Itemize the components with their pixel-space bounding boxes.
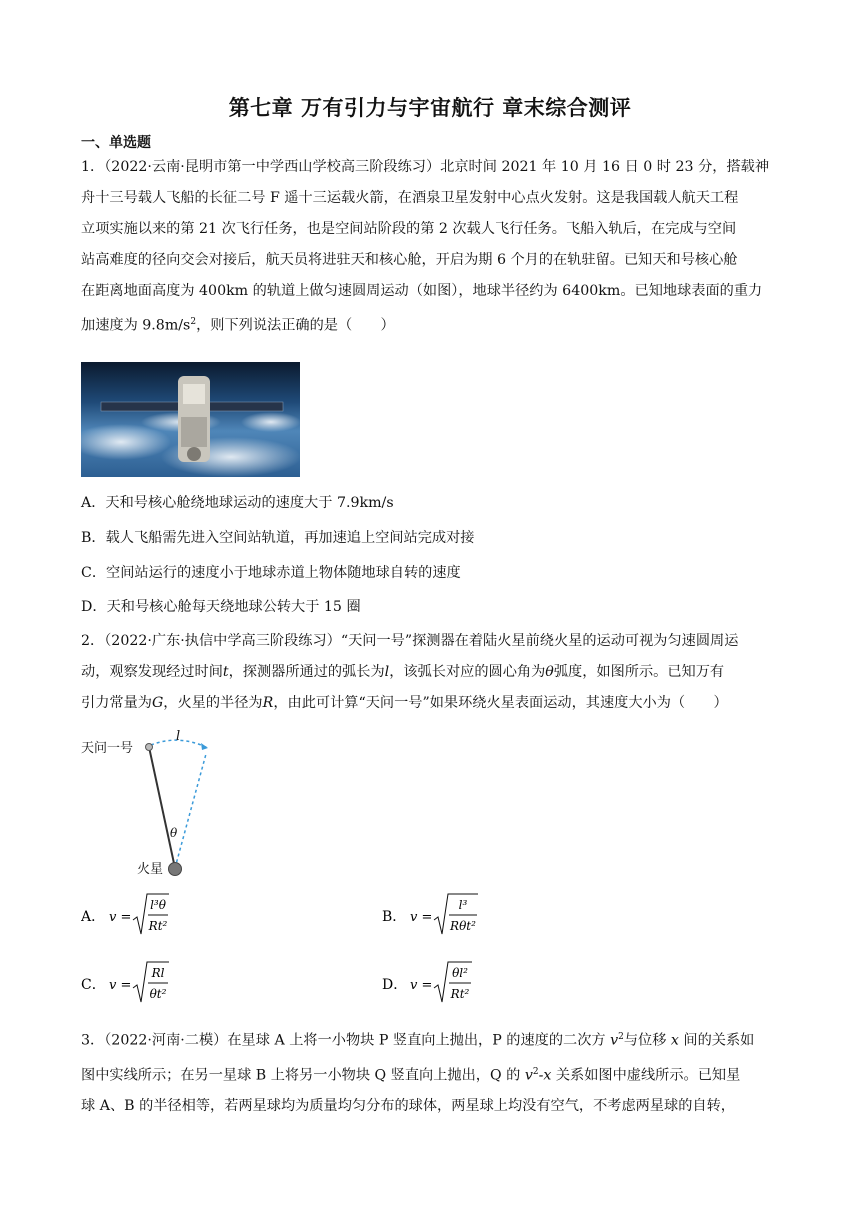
q3-line: 球 A、B 的半径相等，若两星球均为质量均匀分布的球体，两星球上均没有空气，不考虑两星球的自转， [81, 1098, 735, 1115]
svg-text:Rt²: Rt² [450, 987, 470, 1001]
svg-text:v =: v = [410, 910, 433, 925]
q1-option-b: B．载人飞船需先进入空间站轨道，再加速追上空间站完成对接 [81, 530, 475, 546]
q1-option-c: C．空间站运行的速度小于地球赤道上物体随地球自转的速度 [81, 565, 461, 581]
svg-text:Rl: Rl [151, 966, 165, 980]
planet-label: 火星 [137, 862, 164, 877]
svg-text:A．: A． [81, 909, 106, 925]
probe-label: 天问一号 [81, 741, 134, 756]
arc-label: l [176, 730, 181, 744]
q3-line: 3．（2022·河南·二模）在星球 A 上将一小物块 P 竖直向上抛出，P 的速度的二次方 $v^2$与位移 x 间的关系如 [81, 1032, 755, 1049]
q1-line: 在距离地面高度为 400km 的轨道上做匀速圆周运动（如图），地球半径约为 6400km。已知地球表面的重力 [81, 283, 763, 299]
q2-line: 引力常量为G，火星的半径为R，由此可计算“天问一号”如果环绕火星表面运动，其速度大小为（ ） [81, 695, 728, 711]
q1-line: 舟十三号载人飞船的长征二号 F 遥十三运载火箭，在酒泉卫星发射中心点火发射。这是我国载人航天工程 [81, 190, 739, 206]
svg-text:v =: v = [109, 910, 132, 925]
q1-option-a: A．天和号核心舱绕地球运动的速度大于 7.9km/s [81, 495, 394, 511]
orbit-diagram [81, 730, 221, 880]
svg-text:D．: D． [382, 977, 408, 993]
q1-line: 站高难度的径向交会对接后，航天员将进驻天和核心舱，开启为期 6 个月的在轨驻留。已知天和号核心舱 [81, 252, 738, 268]
q1-option-d: D．天和号核心舱每天绕地球公转大于 15 圈 [81, 599, 361, 615]
page-title: 第七章 万有引力与宇宙航行 章末综合测评 [228, 96, 632, 120]
section-heading: 一、单选题 [81, 135, 151, 151]
q1-line: 1．（2022·云南·昆明市第一中学西山学校高三阶段练习）北京时间 2021 年 10 月 16 日 0 时 23 分，搭载神 [81, 159, 770, 175]
svg-text:v =: v = [410, 978, 433, 993]
q3-line: 图中实线所示；在另一星球 B 上将另一小物块 Q 竖直向上抛出，Q 的 $v^2-x$ 关系如图中虚线所示。已知星 [81, 1066, 741, 1084]
question-2-text [81, 626, 781, 719]
space-station-photo [81, 362, 300, 477]
svg-text:B．: B． [382, 909, 407, 925]
question-1-text [81, 152, 781, 342]
q2-line: 2．（2022·广东·执信中学高三阶段练习）“天问一号”探测器在着陆火星前绕火星的运动可视为匀速圆周运 [81, 633, 739, 649]
svg-text:θt²: θt² [149, 987, 167, 1001]
q2-option-a [81, 890, 221, 944]
angle-label: θ [170, 826, 178, 840]
svg-text:θl²: θl² [452, 966, 468, 980]
q1-line: 加速度为 $9.8m/s^2$，则下列说法正确的是（ ） [81, 317, 395, 334]
q2-line: 动，观察发现经过时间t，探测器所通过的弧长为l，该弧长对应的圆心角为θ弧度，如图所示。已知万有 [81, 664, 725, 680]
q2-option-b [382, 890, 532, 944]
svg-text:Rθt²: Rθt² [450, 919, 476, 933]
q1-line: 立项实施以来的第 21 次飞行任务，也是空间站阶段的第 2 次载人飞行任务。飞船入轨后，在完成与空间 [81, 221, 737, 237]
svg-text:v =: v = [109, 978, 132, 993]
q2-option-d [382, 958, 532, 1012]
question-3-text [81, 1022, 781, 1122]
svg-text:l³: l³ [458, 898, 468, 912]
svg-text:Rt²: Rt² [148, 919, 168, 933]
svg-text:C．: C． [81, 977, 106, 993]
svg-text:l³θ: l³θ [150, 898, 166, 912]
q2-option-c [81, 958, 221, 1012]
